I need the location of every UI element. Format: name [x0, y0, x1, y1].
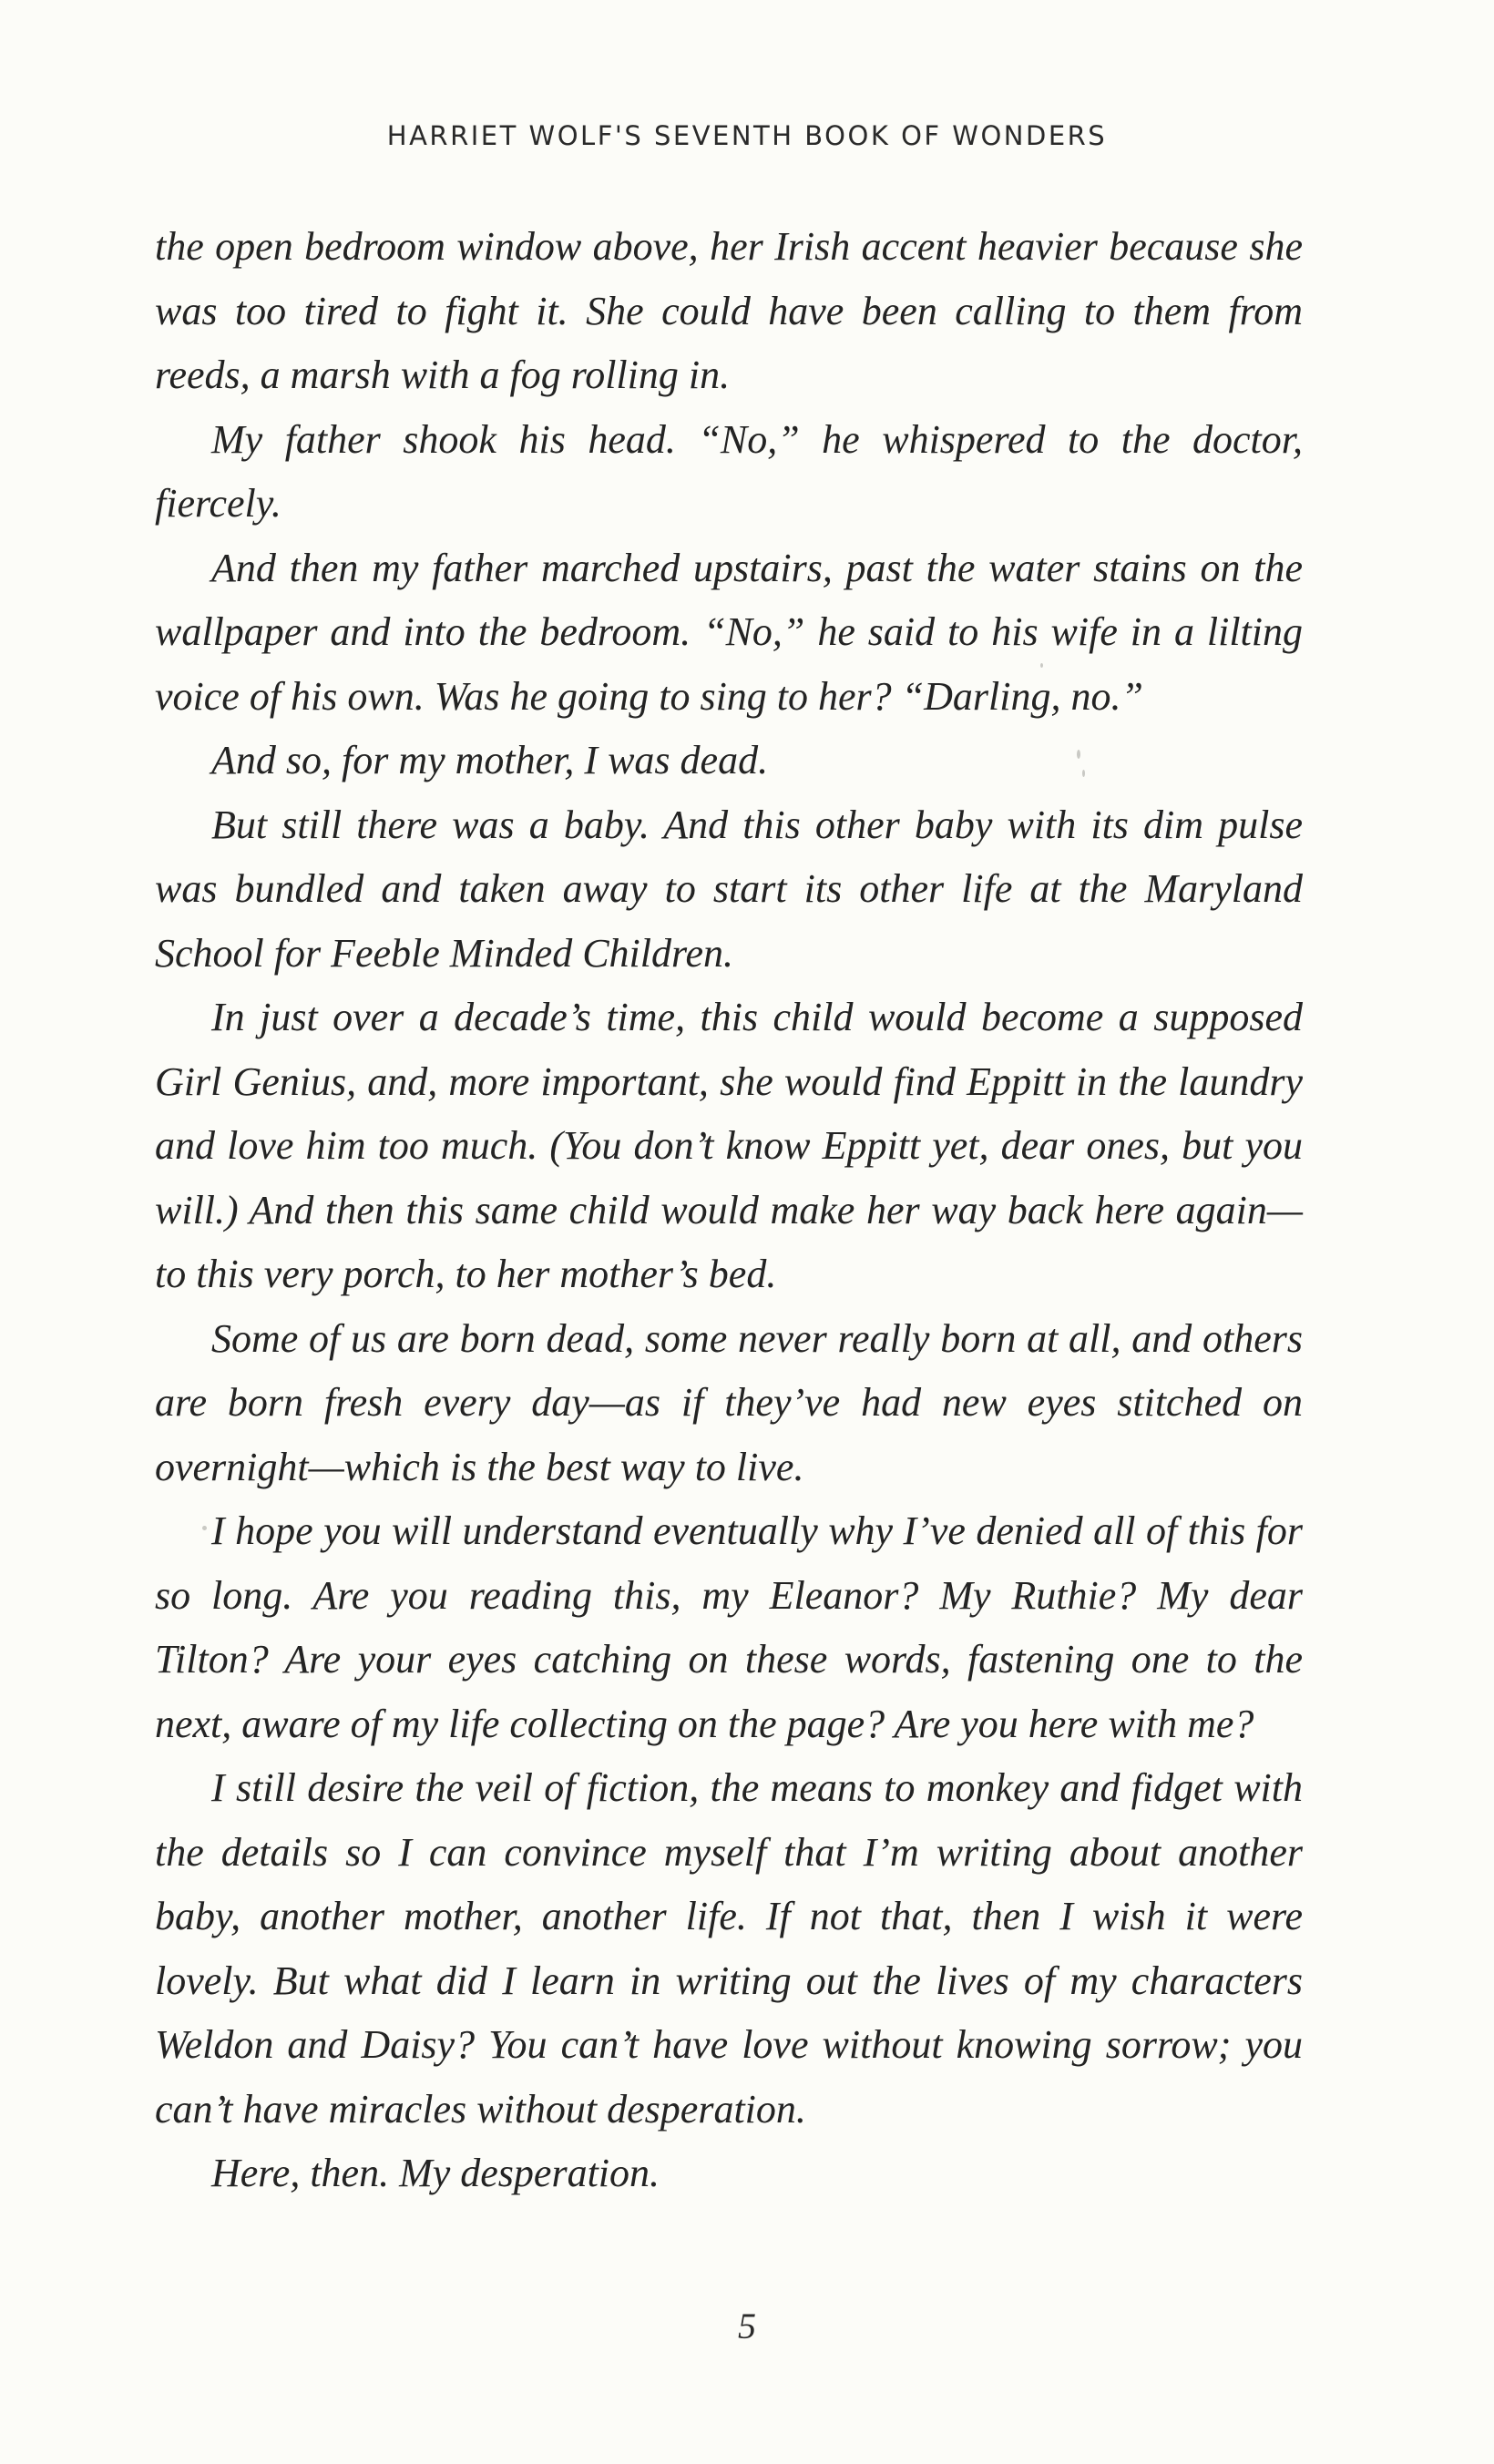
paragraph-2: My father shook his head. “No,” he whispered to the doctor, fiercely.: [155, 416, 1303, 526]
page-number: 5: [738, 2306, 756, 2346]
paragraph-5: But still there was a baby. And this other baby with its dim pulse was bundled and taken away to start its other life at the Maryland School for Feeble Minded Children.: [155, 802, 1303, 976]
running-header: HARRIET WOLF'S SEVENTH BOOK OF WONDERS: [386, 120, 1108, 151]
paragraph-7: Some of us are born dead, some never really born at all, and others are born fresh every day—as if they’ve had new eyes stitched on overnight—which is the best way to live.: [155, 1315, 1303, 1489]
paragraph-10: Here, then. My desperation.: [211, 2151, 660, 2195]
paper-speck: [1082, 770, 1085, 777]
paragraph-9: I still desire the veil of fiction, the means to monkey and fidget with the details so I can convince myself that I’m writing about another baby, another mother, another life. If not that, then I wish it were lovely. But what did I learn in writing out the lives of my characters Weldon and Daisy? You can’t have love without knowing sorrow; you can’t have miracles without desperation.: [155, 1765, 1303, 2132]
body-text: [155, 215, 1303, 2206]
paragraph-3: And then my father marched upstairs, past the water stains on the wallpaper and into the bedroom. “No,” he said to his wife in a lilting voice of his own. Was he going to sing to her? “Darling, no.”: [155, 545, 1303, 719]
paper-speck: [1040, 663, 1043, 668]
paragraph-4: And so, for my mother, I was dead.: [211, 738, 769, 782]
paper-speck: [1077, 750, 1080, 759]
paper-speck: [202, 1526, 207, 1530]
paragraph-8: I hope you will understand eventually why I’ve denied all of this for so long. Are you reading this, my Eleanor? My Ruthie? My dear Tilton? Are your eyes catching on these words, fastening one to the next, aware of my life collecting on the page? Are you here with me?: [155, 1508, 1303, 1746]
paragraph-6: In just over a decade’s time, this child would become a supposed Girl Genius, and, more important, she would find Eppitt in the laundry and love him too much. (You don’t know Eppitt yet, dear ones, but you will.) And then this same child would make her way back here again—to this very porch, to her mother’s bed.: [155, 995, 1303, 1296]
paragraph-1: the open bedroom window above, her Irish accent heavier because she was too tired to fight it. She could have been calling to them from reeds, a marsh with a fog rolling in.: [155, 224, 1303, 397]
